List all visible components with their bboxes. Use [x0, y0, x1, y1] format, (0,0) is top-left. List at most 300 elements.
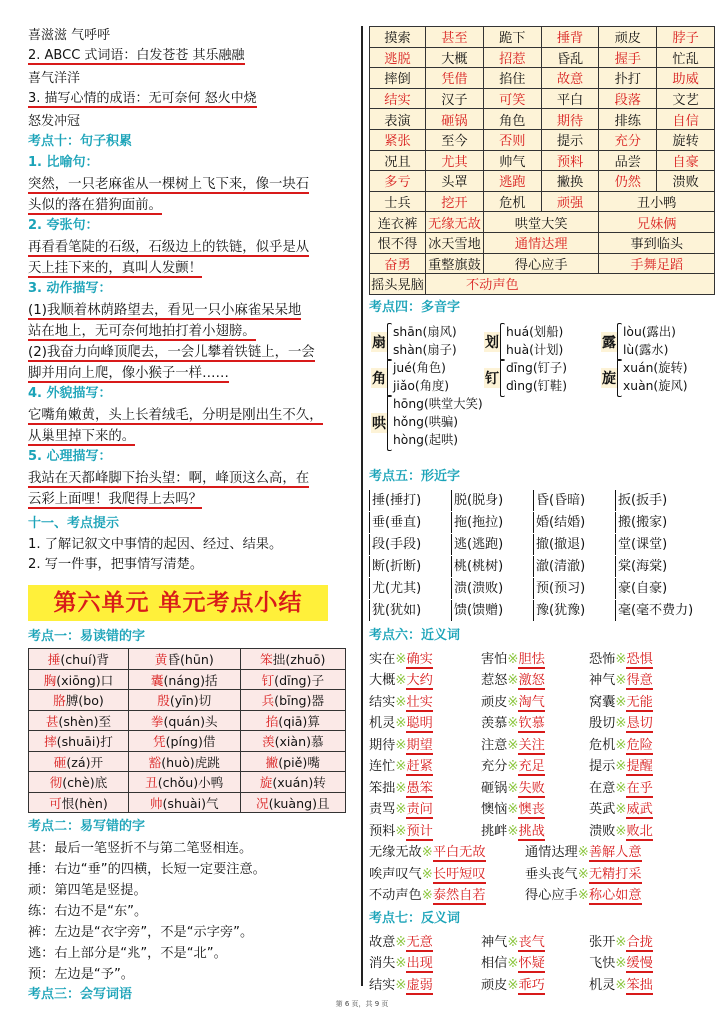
- pair-match: [433, 845, 486, 862]
- word-cell: 否则: [483, 129, 541, 150]
- char: 彻: [49, 775, 63, 791]
- poly-char: 露: [601, 332, 617, 352]
- brace: [387, 395, 392, 451]
- table-cell: [29, 649, 129, 670]
- word-cell: 昏乱: [541, 47, 599, 68]
- table-cell: [29, 731, 129, 752]
- star-icon: ※: [615, 802, 627, 818]
- pinyin: (shuài)气: [162, 795, 219, 811]
- word-pair: [589, 735, 653, 756]
- pair-word: 在意: [589, 780, 616, 796]
- star-icon: ※: [577, 866, 589, 882]
- pair-match-text: 合拢: [626, 934, 653, 950]
- pair-row: [369, 953, 719, 975]
- similar-char: 堂(课堂): [615, 534, 719, 555]
- word-pair: [481, 932, 545, 953]
- word-cell: 预料: [541, 150, 599, 171]
- pair-match-text: 确实: [406, 651, 433, 667]
- word-cell: 汉子: [425, 88, 483, 109]
- pair-match-text: 缓慢: [626, 956, 653, 972]
- poly-reading: huà(计划): [506, 342, 564, 357]
- table-row: [29, 710, 346, 731]
- pair-match-text: 胆怯: [518, 651, 545, 667]
- sentence-text: [28, 237, 358, 279]
- column-divider: [361, 26, 363, 986]
- word-cell: 摇头晃脑: [370, 274, 426, 295]
- star-icon: ※: [507, 977, 519, 993]
- pair-match-text: 在乎: [626, 780, 653, 796]
- star-icon: ※: [421, 888, 433, 904]
- similar-char: 馈(馈赠): [451, 600, 533, 621]
- pair-match-text: 钦慕: [518, 716, 545, 732]
- pair-match: [433, 867, 486, 884]
- word-cell: 招惹: [483, 47, 541, 68]
- sentence-section: [28, 153, 358, 510]
- star-icon: ※: [615, 694, 627, 710]
- pair-row: [369, 670, 719, 692]
- tip-line: 裤：左边是“衣字旁”，不是“示字旁”。: [28, 925, 254, 940]
- pair-word: 大概: [369, 673, 396, 689]
- word-pair: [369, 756, 433, 777]
- star-icon: ※: [615, 759, 627, 775]
- intro-line: 喜滋滋 气呼呼: [28, 28, 111, 43]
- pinyin: (bīng)器: [274, 693, 325, 709]
- pair-match: [626, 695, 652, 712]
- word-cell: 跪下: [483, 27, 541, 48]
- word-pair: [369, 670, 433, 691]
- pair-match: [518, 716, 544, 733]
- table-cell: [128, 649, 240, 670]
- tip-line: 甚：最后一笔竖折不与第二笔竖相连。: [28, 841, 253, 856]
- s1-heading: 考点一：易读错的字: [28, 629, 146, 644]
- pair-match: [518, 978, 544, 995]
- table-cell: [128, 710, 240, 731]
- pair-match: [626, 978, 652, 995]
- pair-row: [369, 713, 719, 735]
- table-cell: [128, 731, 240, 752]
- star-icon: ※: [507, 673, 519, 689]
- word-cell: 助威: [657, 68, 715, 89]
- sentence-line: (1)我顺着林荫路望去，看见一只小麻雀呆呆地: [28, 303, 302, 318]
- pair-row: [369, 756, 719, 778]
- pair-match-text: 无意: [406, 934, 433, 950]
- pinyin: (xiōng)口: [56, 672, 114, 688]
- star-icon: ※: [615, 934, 627, 950]
- unit-banner: 第六单元 单元考点小结: [28, 585, 328, 621]
- table-row: [370, 150, 715, 171]
- char: 捶: [47, 652, 61, 668]
- word-cell: 恨不得: [370, 232, 426, 253]
- pair-match: [589, 867, 642, 884]
- pair-match: [518, 935, 544, 952]
- pair-match: [406, 695, 432, 712]
- word-cell: 平白: [541, 88, 599, 109]
- star-icon: ※: [421, 866, 433, 882]
- tip-item: 2. 写一件事，把事情写清楚。: [28, 557, 204, 572]
- similar-char: 婚(结婚): [533, 512, 615, 533]
- pair-match-text: 无精打采: [588, 866, 642, 882]
- intro-line: 3. 描写心情的成语：无可奈何 怒火中烧: [28, 91, 257, 106]
- similar-char: 豫(犹豫): [533, 600, 615, 621]
- brace: [617, 323, 622, 361]
- pair-match-text: 预计: [406, 823, 433, 839]
- pair-word: 无缘无故: [369, 845, 422, 861]
- char: 可: [49, 795, 62, 811]
- word-cell: 表演: [370, 109, 426, 130]
- char: 拳: [150, 713, 164, 729]
- table-cell: [240, 710, 345, 731]
- word-pair: [481, 756, 545, 777]
- sentence-line: 天上挂下来的，真叫人发颤！: [28, 261, 203, 276]
- word-pair: [481, 953, 545, 974]
- pair-word: 注意: [481, 737, 508, 753]
- pair-word: 窝囊: [589, 694, 616, 710]
- pair-match-text: 乖巧: [518, 977, 545, 993]
- pair-match-text: 丧气: [518, 934, 545, 950]
- poly-reading: shàn(扇子): [393, 342, 457, 357]
- pinyin: (náng)括: [163, 672, 218, 688]
- similar-char: 豪(自豪): [615, 578, 719, 599]
- table-row: [370, 274, 715, 295]
- char: 掐: [265, 713, 279, 729]
- char: 殷: [157, 693, 170, 709]
- word-cell: 扑打: [599, 68, 657, 89]
- word-pair: [481, 670, 545, 691]
- tip-line: 逃：右上部分是“兆”，不是“北”。: [28, 946, 227, 961]
- word-pair: [369, 885, 486, 906]
- pair-match: [626, 956, 652, 973]
- sentence-line: (2)我奋力向峰顶爬去，一会儿攀着铁链上，一会: [28, 345, 315, 360]
- pair-match-text: 充足: [518, 759, 545, 775]
- table-cell: [128, 690, 240, 711]
- poly-char: 扇: [371, 332, 387, 352]
- word-cell: 士兵: [370, 191, 426, 212]
- brace: [617, 359, 622, 397]
- pair-match-text: 愚笨: [406, 780, 433, 796]
- pair-match-text: 恐惧: [626, 651, 653, 667]
- word-pair: [525, 864, 642, 885]
- pair-word: 连忙: [369, 759, 396, 775]
- star-icon: ※: [507, 780, 519, 796]
- sentence-line: 头似的落在猎狗面前。: [28, 198, 162, 213]
- word-cell: 提示: [541, 129, 599, 150]
- word-cell: 连衣裤: [370, 212, 426, 233]
- pair-match-text: 恳切: [626, 716, 653, 732]
- poly-reading: xuán(旋转): [623, 360, 688, 375]
- table-cell: [128, 751, 240, 772]
- pair-word: 垂头丧气: [525, 866, 578, 882]
- table-cell: [240, 772, 345, 793]
- similar-char: 棠(海棠): [615, 556, 719, 577]
- word-cell: 通情达理: [483, 232, 599, 253]
- table-cell: [240, 751, 345, 772]
- brace: [500, 323, 505, 361]
- word-pair: [369, 953, 433, 974]
- pair-word: 预料: [369, 823, 396, 839]
- star-icon: ※: [395, 956, 407, 972]
- pair-match-text: 称心如意: [588, 888, 642, 904]
- pair-word: 故意: [369, 934, 396, 950]
- star-icon: ※: [395, 780, 407, 796]
- poly-reading: xuàn(旋风): [623, 378, 688, 393]
- word-pair: [589, 799, 653, 820]
- word-cell: 撇换: [541, 171, 599, 192]
- table-cell: [240, 731, 345, 752]
- star-icon: ※: [577, 888, 589, 904]
- table-cell: [29, 751, 129, 772]
- star-icon: ※: [615, 823, 627, 839]
- pair-word: 挑衅: [481, 823, 508, 839]
- word-pair: [589, 756, 653, 777]
- pair-match-text: 关注: [518, 737, 545, 753]
- pair-match-text: 赶紧: [406, 759, 433, 775]
- similar-char: 拖(拖拉): [451, 512, 533, 533]
- intro-lines: [28, 26, 358, 132]
- word-pair: [589, 953, 653, 974]
- tip-line: 捶：右边“垂”的四横，长短一定要注意。: [28, 862, 266, 877]
- similar-char: 犹(犹如): [369, 600, 451, 621]
- table-row: [370, 129, 715, 150]
- word-pair: [369, 735, 433, 756]
- poly-reading: hǒng(哄骗): [393, 414, 459, 429]
- word-pair: [481, 692, 545, 713]
- pinyin: (qiā)算: [278, 713, 320, 729]
- table-cell: [29, 710, 129, 731]
- word-cell: 不动声色: [425, 274, 714, 295]
- pair-match-text: 期望: [406, 737, 433, 753]
- word-cell: 无缘无故: [425, 212, 483, 233]
- word-cell: 奋勇: [370, 253, 426, 274]
- similar-char: 脱(脱身): [451, 490, 533, 511]
- word-cell: 期待: [541, 109, 599, 130]
- pair-match: [406, 673, 432, 690]
- table-row: [29, 690, 346, 711]
- pair-match-text: 责问: [406, 802, 433, 818]
- similar-char: 搬(搬家): [615, 512, 719, 533]
- similar-char: 扳(扳手): [615, 490, 719, 511]
- pair-match-text: 挑战: [518, 823, 545, 839]
- pinyin: (xuán)转: [272, 775, 326, 791]
- sentence-line: 脚并用向上爬，像小猴子一样……: [28, 366, 229, 381]
- pair-word: 充分: [481, 759, 508, 775]
- pinyin: (chuí)背: [60, 652, 110, 668]
- pinyin: (chǒu)小鸭: [157, 775, 224, 791]
- table-row: [29, 772, 346, 793]
- pair-match: [518, 781, 544, 798]
- star-icon: ※: [395, 651, 407, 667]
- sentence-line: 我站在天都峰脚下抬头望：啊，峰顶这么高，在: [28, 471, 310, 486]
- pair-row: [369, 735, 719, 757]
- s10-heading: 考点十：句子积累: [28, 134, 133, 149]
- similar-char: 捶(捶打): [369, 490, 451, 511]
- pair-match: [406, 759, 432, 776]
- word-cell: 大概: [425, 47, 483, 68]
- tip-item: 1. 了解记叙文中事情的起因、经过、结果。: [28, 537, 283, 552]
- table-cell: [29, 772, 129, 793]
- pinyin: (piě)嘴: [278, 754, 320, 770]
- left-column: [28, 26, 358, 1006]
- pair-match: [406, 824, 432, 841]
- table-cell: [29, 669, 129, 690]
- similar-char: 毫(毫不费力): [615, 600, 719, 621]
- pair-word: 通情达理: [525, 845, 578, 861]
- word-cell: 捶背: [541, 27, 599, 48]
- poly-char: 划: [484, 332, 500, 352]
- sentence-label: 1. 比喻句：: [28, 155, 99, 170]
- word-pair: [481, 735, 545, 756]
- char: 丑: [145, 775, 158, 791]
- word-cell: 哄堂大笑: [483, 212, 599, 233]
- pair-match: [589, 888, 642, 905]
- tip-line: 练：右边不是“东”。: [28, 904, 148, 919]
- star-icon: ※: [615, 651, 627, 667]
- pair-row: [369, 842, 719, 864]
- similar-char: 断(折断): [369, 556, 451, 577]
- pair-match-text: 提醒: [626, 759, 653, 775]
- word-cell: 充分: [599, 129, 657, 150]
- s5-heading: 考点五：形近字: [369, 468, 461, 484]
- sentence-label: 4. 外貌描写：: [28, 386, 112, 401]
- poly-reading: dīng(钉子): [506, 360, 568, 375]
- word-pair: [525, 885, 642, 906]
- star-icon: ※: [507, 716, 519, 732]
- word-cell: 冰天雪地: [425, 232, 483, 253]
- table-cell: [128, 669, 240, 690]
- pair-match: [626, 716, 652, 733]
- pair-match: [518, 824, 544, 841]
- pair-word: 羡慕: [481, 716, 508, 732]
- table-row: [370, 171, 715, 192]
- pair-match: [518, 802, 544, 819]
- poly-char: 角: [371, 368, 387, 388]
- word-cell: 重整旗鼓: [425, 253, 483, 274]
- pair-match: [626, 935, 652, 952]
- char: 况: [256, 795, 269, 811]
- pinyin: (xiàn)慕: [274, 734, 324, 750]
- pair-match: [518, 652, 544, 669]
- word-cell: 甚至: [425, 27, 483, 48]
- word-cell: 况且: [370, 150, 426, 171]
- pair-word: 期待: [369, 737, 396, 753]
- pair-match: [626, 652, 652, 669]
- table-row: [29, 731, 346, 752]
- pair-match: [406, 781, 432, 798]
- brace: [500, 359, 505, 397]
- star-icon: ※: [395, 737, 407, 753]
- pair-word: 机灵: [589, 977, 616, 993]
- word-pair: [589, 932, 653, 953]
- tip-line: 预：左边是“予”。: [28, 967, 134, 982]
- sentence-label: 5. 心理描写：: [28, 449, 112, 464]
- pair-match: [518, 956, 544, 973]
- char: 砸: [53, 754, 67, 770]
- pair-match-text: 激怒: [518, 673, 545, 689]
- pair-match-text: 大约: [406, 673, 433, 689]
- similar-char: 尤(尤其): [369, 578, 451, 599]
- pair-match: [626, 781, 652, 798]
- s4-heading: 考点四：多音字: [369, 299, 461, 315]
- word-pair: [481, 649, 545, 670]
- pair-word: 得心应手: [525, 888, 578, 904]
- pair-word: 实在: [369, 651, 396, 667]
- word-cell: 逃脱: [370, 47, 426, 68]
- pair-match: [626, 802, 652, 819]
- word-pair: [369, 821, 433, 842]
- poly-reading: jué(角色): [393, 360, 446, 375]
- poly-reading: jiǎo(角度): [393, 378, 450, 393]
- table-row: [370, 232, 715, 253]
- table-cell: [128, 772, 240, 793]
- word-pair: [589, 975, 653, 996]
- table-cell: [128, 792, 240, 813]
- char: 帅: [149, 795, 163, 811]
- sentence-text: [28, 300, 358, 384]
- similar-char: 溃(溃败): [451, 578, 533, 599]
- pair-match: [518, 759, 544, 776]
- brace: [387, 323, 392, 361]
- star-icon: ※: [395, 716, 407, 732]
- star-icon: ※: [507, 823, 519, 839]
- pair-match: [406, 978, 432, 995]
- star-icon: ※: [395, 673, 407, 689]
- pair-match-text: 败北: [626, 823, 653, 839]
- word-cell: 摔倒: [370, 68, 426, 89]
- word-cell: 尤其: [425, 150, 483, 171]
- intro-line: 喜气洋洋: [28, 71, 81, 86]
- word-pair: [589, 649, 653, 670]
- pair-match: [406, 716, 432, 733]
- star-icon: ※: [395, 823, 407, 839]
- table-row: [370, 191, 715, 212]
- pair-word: 消失: [369, 956, 396, 972]
- star-icon: ※: [507, 694, 519, 710]
- char: 黄: [154, 652, 168, 668]
- word-cell: 危机: [483, 191, 541, 212]
- pinyin: (píng)借: [165, 734, 216, 750]
- word-cell: 挖开: [425, 191, 483, 212]
- sentence-label: 2. 夸张句：: [28, 218, 99, 233]
- word-cell: 事到临头: [599, 232, 715, 253]
- pinyin: (chè)底: [62, 775, 108, 791]
- sentence-line: 突然，一只老麻雀从一棵树上飞下来，像一块石: [28, 177, 310, 192]
- words-table: [369, 26, 715, 295]
- s3-heading: 考点三：会写词语: [28, 987, 133, 1002]
- star-icon: ※: [395, 934, 407, 950]
- word-cell: 手舞足蹈: [599, 253, 715, 274]
- pair-word: 害怕: [481, 651, 508, 667]
- word-cell: 忙乱: [657, 47, 715, 68]
- pair-word: 神气: [589, 673, 616, 689]
- pinyin: 恨(hèn): [61, 795, 108, 811]
- table-row: [29, 792, 346, 813]
- table-row: [370, 27, 715, 48]
- word-pair: [369, 975, 433, 996]
- pair-match-text: 长吁短叹: [432, 866, 486, 882]
- word-pair: [481, 821, 545, 842]
- intro-line: 2. ABCC 式词语：白发苍苍 其乐融融: [28, 48, 245, 63]
- star-icon: ※: [507, 802, 519, 818]
- table-row: [29, 751, 346, 772]
- pair-word: 溃败: [589, 823, 616, 839]
- word-cell: 文艺: [657, 88, 715, 109]
- similar-chars-grid: [369, 490, 719, 621]
- pair-match-text: 壮实: [406, 694, 433, 710]
- word-pair: [481, 799, 545, 820]
- word-cell: 溃败: [657, 171, 715, 192]
- char: 胸: [43, 672, 57, 688]
- star-icon: ※: [395, 759, 407, 775]
- table-row: [370, 47, 715, 68]
